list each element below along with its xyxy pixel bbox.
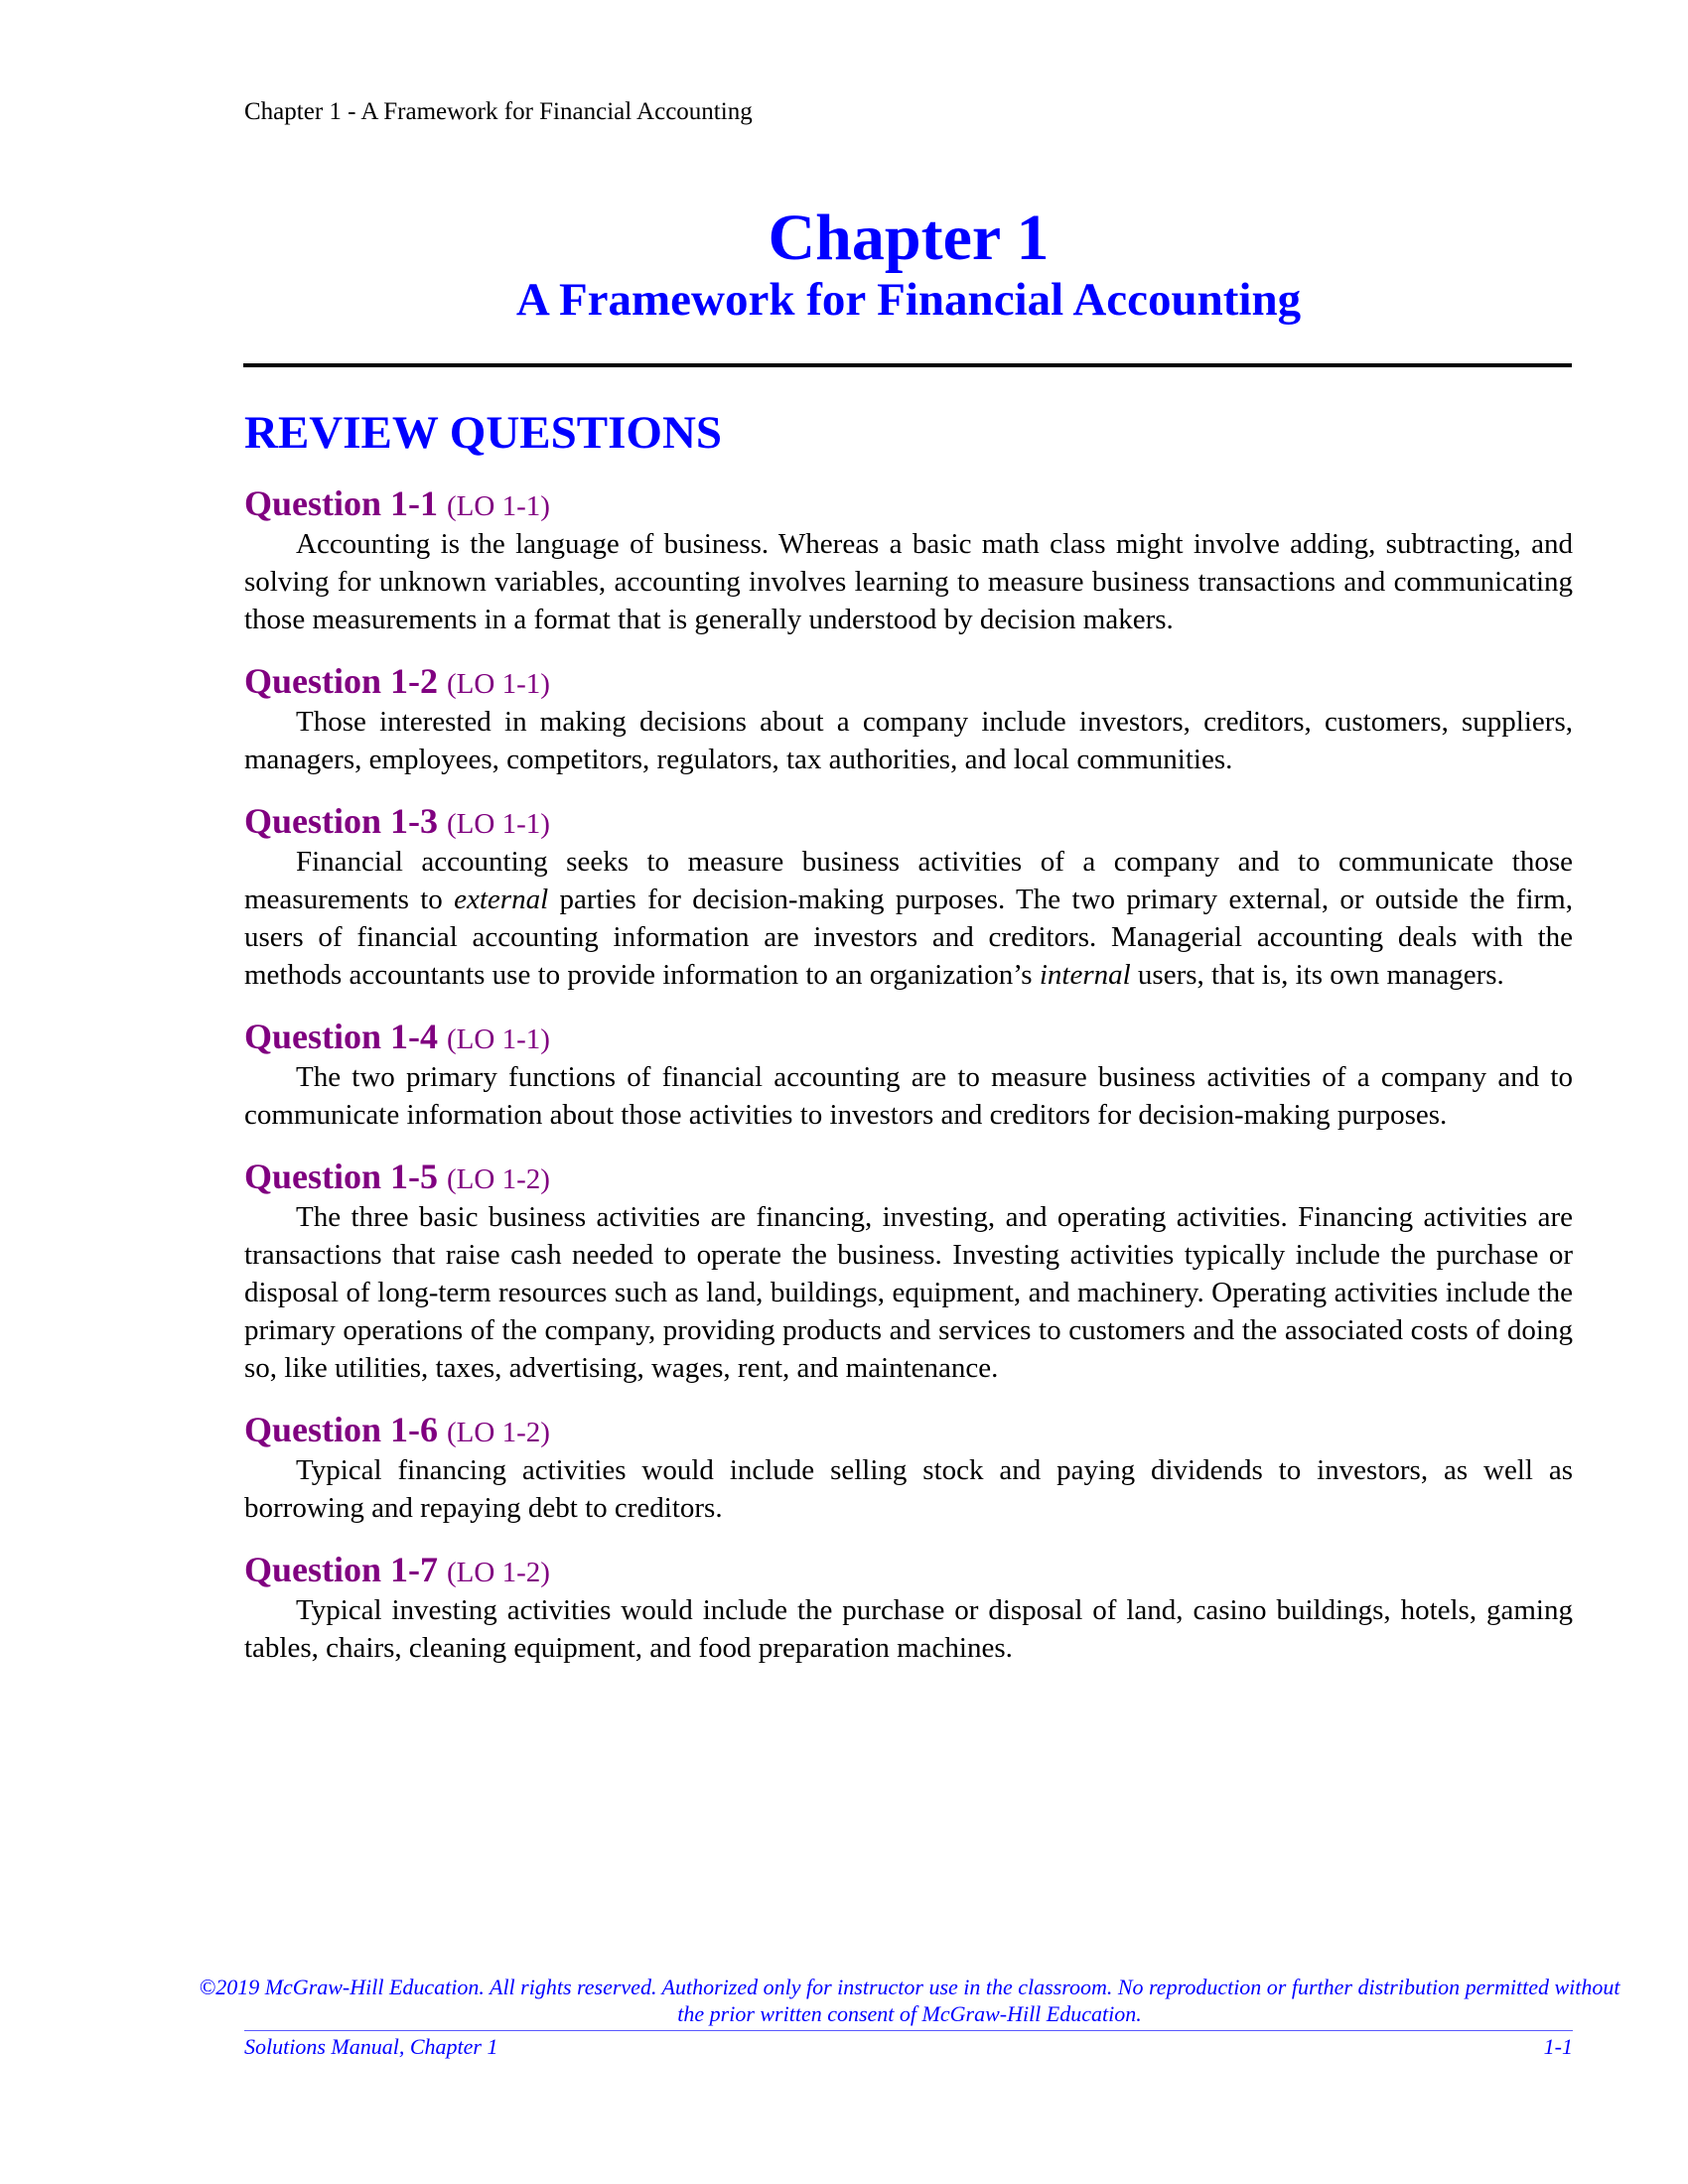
answer-text-segment: users, that is, its own managers. xyxy=(1130,959,1504,991)
answer-text-segment: Typical financing activities would include selling stock and paying dividends to investors, as well as borrowing and repaying debt to creditors. xyxy=(244,1454,1573,1524)
question-block xyxy=(244,1015,1573,1134)
answer-text xyxy=(244,1058,1573,1134)
question-label: Question 1-4 xyxy=(244,1017,439,1056)
answer-text-segment: Financial accounting seeks to measure business activities of a company and to communicate those measurements to xyxy=(244,846,1573,915)
learning-objective: (LO 1-1) xyxy=(447,1024,550,1055)
answer-text xyxy=(244,1198,1573,1387)
question-heading xyxy=(244,1548,1573,1591)
answer-text-emphasis: internal xyxy=(1039,959,1131,991)
learning-objective: (LO 1-2) xyxy=(447,1163,550,1195)
footer-manual-label: Solutions Manual, Chapter 1 xyxy=(244,2034,498,2059)
running-head: Chapter 1 - A Framework for Financial Accounting xyxy=(244,98,753,125)
question-block xyxy=(244,1408,1573,1527)
question-heading xyxy=(244,1408,1573,1451)
question-label: Question 1-2 xyxy=(244,661,439,701)
question-heading xyxy=(244,1015,1573,1058)
footer-copyright: ©2019 McGraw-Hill Education. All rights reserved. Authorized only for instructor use in the classroom. No reproduction or further distribution permitted without the prior written consent of McGraw-Hill Education. xyxy=(199,1975,1620,2026)
learning-objective: (LO 1-1) xyxy=(447,668,550,700)
question-block xyxy=(244,1548,1573,1667)
question-block xyxy=(244,1155,1573,1387)
question-heading xyxy=(244,481,1573,525)
answer-text-segment: parties for decision-making purposes. The two primary external, or outside the firm, users of financial accounting information are investors and creditors. Managerial accounting deals with the methods accountants use to provide information to an organization’s xyxy=(244,884,1573,991)
question-heading xyxy=(244,799,1573,843)
question-label: Question 1-3 xyxy=(244,801,439,841)
questions-list xyxy=(244,481,1573,1688)
question-block xyxy=(244,659,1573,778)
answer-text xyxy=(244,703,1573,778)
answer-text-segment: Accounting is the language of business. Whereas a basic math class might involve adding, subtracting, and solving for unknown variables, accounting involves learning to measure business transactions and communicating those measurements in a format that is generally understood by decision makers. xyxy=(244,528,1573,635)
answer-text-segment: The three basic business activities are financing, investing, and operating activities. Financing activities are transactions that raise cash needed to operate the business. Investing activities typically include the purchase or disposal of long-term resources such as land, buildings, equipment, and machinery. Operating activities include the primary operations of the company, providing products and services to customers and the associated costs of doing so, like utilities, taxes, advertising, wages, rent, and maintenance. xyxy=(244,1201,1573,1384)
answer-text xyxy=(244,1451,1573,1527)
learning-objective: (LO 1-2) xyxy=(447,1417,550,1448)
page-number: 1-1 xyxy=(1543,2034,1573,2059)
answer-text xyxy=(244,525,1573,638)
footer-divider xyxy=(244,2030,1573,2031)
answer-text-segment: The two primary functions of financial accounting are to measure business activities of a company and to communicate information about those activities to investors and creditors for decision-making purposes. xyxy=(244,1061,1573,1131)
section-heading: REVIEW QUESTIONS xyxy=(244,407,723,459)
question-label: Question 1-6 xyxy=(244,1410,439,1449)
learning-objective: (LO 1-1) xyxy=(447,808,550,840)
question-block xyxy=(244,481,1573,638)
question-heading xyxy=(244,659,1573,703)
learning-objective: (LO 1-2) xyxy=(447,1557,550,1588)
question-block xyxy=(244,799,1573,994)
answer-text-segment: Typical investing activities would include the purchase or disposal of land, casino buildings, hotels, gaming tables, chairs, cleaning equipment, and food preparation machines. xyxy=(244,1594,1573,1664)
chapter-number: Chapter 1 xyxy=(768,202,1050,274)
question-label: Question 1-7 xyxy=(244,1550,439,1589)
answer-text-segment: Those interested in making decisions about a company include investors, creditors, customers, suppliers, managers, employees, competitors, regulators, tax authorities, and local communities. xyxy=(244,706,1573,775)
title-divider xyxy=(243,363,1572,367)
document-page xyxy=(199,0,1620,2184)
question-label: Question 1-1 xyxy=(244,483,439,523)
answer-text xyxy=(244,1591,1573,1667)
answer-text-emphasis: external xyxy=(454,884,549,915)
learning-objective: (LO 1-1) xyxy=(447,490,550,522)
chapter-title: A Framework for Financial Accounting xyxy=(515,274,1302,326)
answer-text xyxy=(244,843,1573,994)
question-heading xyxy=(244,1155,1573,1198)
question-label: Question 1-5 xyxy=(244,1157,439,1196)
